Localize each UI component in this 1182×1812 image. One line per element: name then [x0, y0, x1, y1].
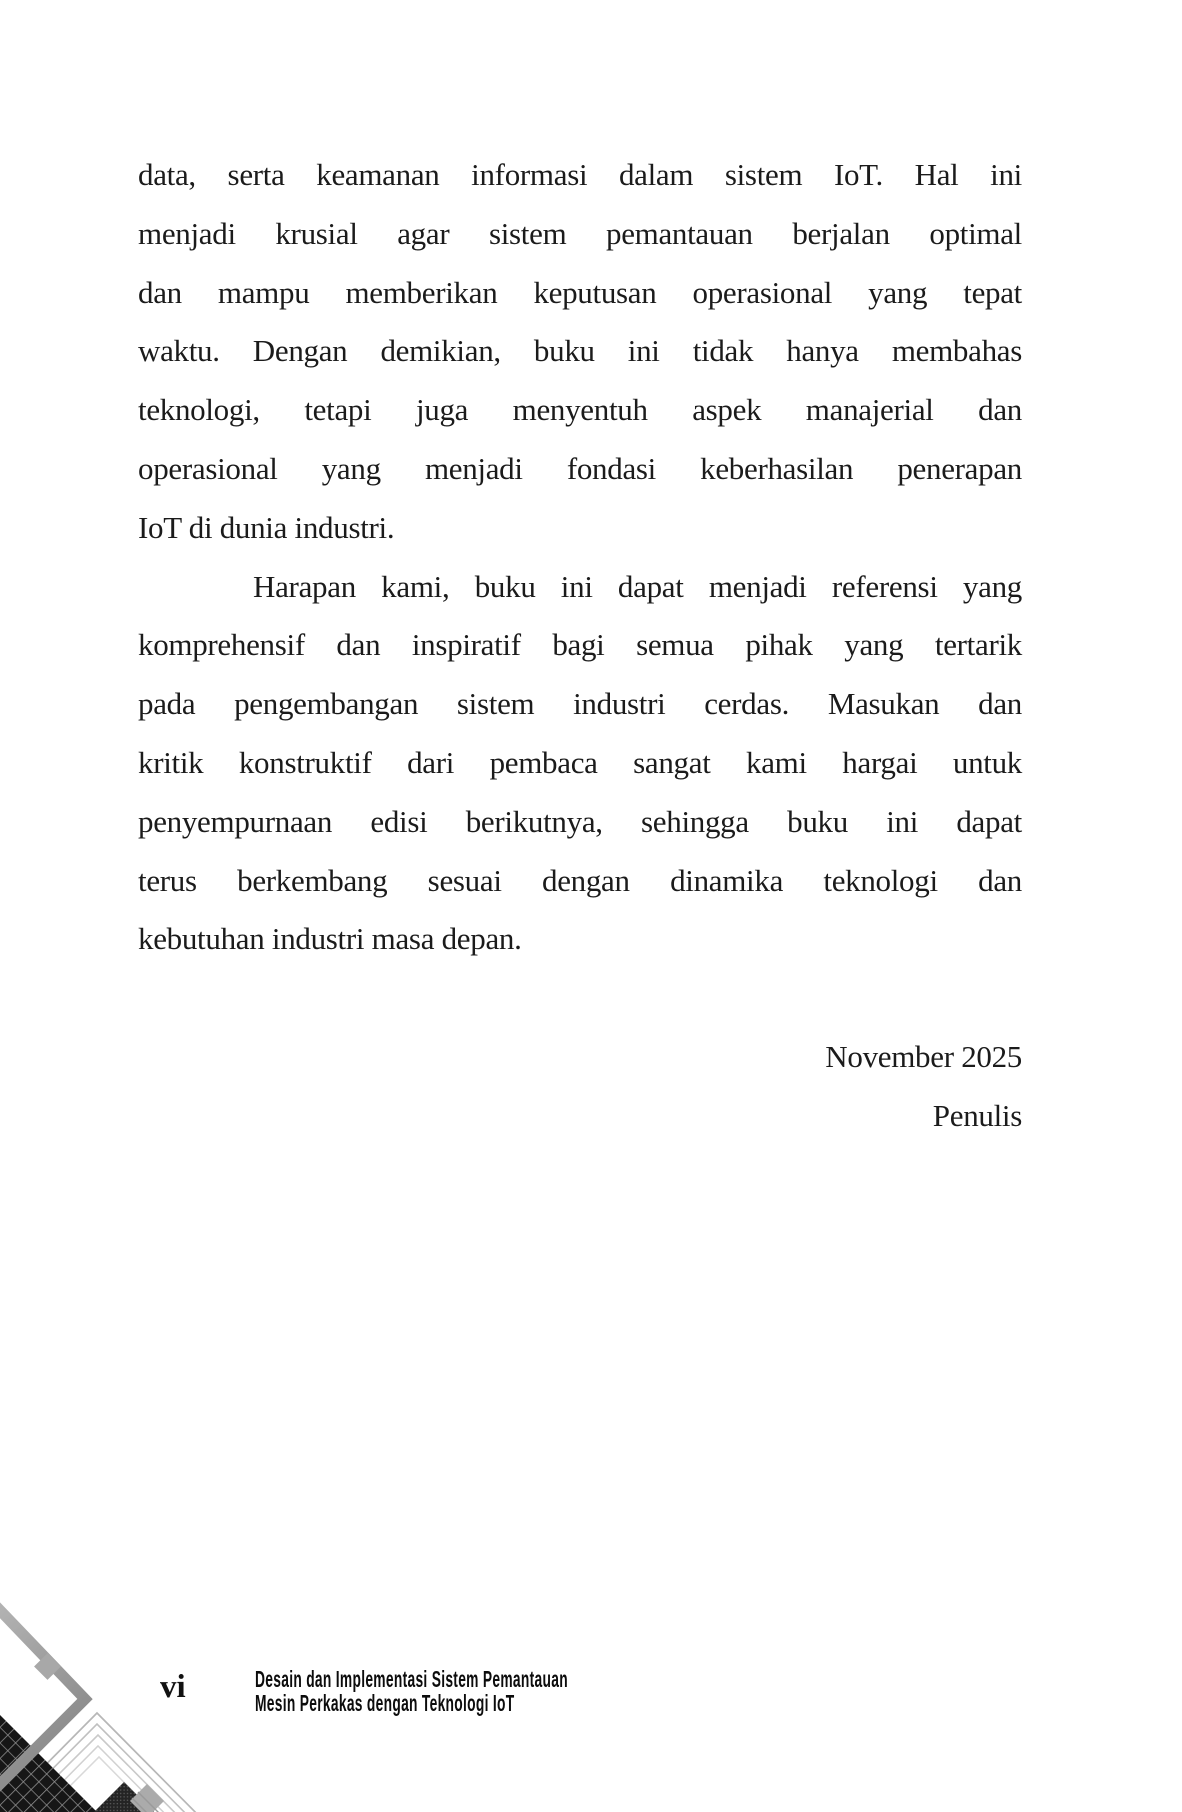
body-line: data, serta keamanan informasi dalam sistem IoT. Hal ini [138, 157, 1022, 192]
body-line: dan mampu memberikan keputusan operasional yang tepat [138, 274, 1022, 310]
body-line: waktu. Dengan demikian, buku ini tidak hanya membahas [138, 333, 1022, 369]
footer-book-title-line1: Desain dan Implementasi Sistem Pemantauan [255, 1666, 568, 1692]
page-number: vi [160, 1669, 186, 1705]
signoff-author: Penulis [932, 1097, 1022, 1133]
body-line: teknologi, tetapi juga menyentuh aspek manajerial dan [138, 392, 1022, 428]
body-line: pada pengembangan sistem industri cerdas. Masukan dan [138, 686, 1022, 722]
body-line: kritik konstruktif dari pembaca sangat kami hargai untuk [138, 744, 1022, 780]
footer-book-title [255, 1667, 568, 1715]
body-line: komprehensif dan inspiratif bagi semua pihak yang tertarik [138, 627, 1022, 663]
body-line: penyempurnaan edisi berikutnya, sehingga buku ini dapat [138, 803, 1022, 839]
preface-body-text [138, 146, 1022, 1146]
body-line: IoT di dunia industri. [138, 509, 395, 545]
body-line: terus berkembang sesuai dengan dinamika teknologi dan [138, 862, 1022, 898]
footer-book-title-line2: Mesin Perkakas dengan Teknologi IoT [255, 1690, 515, 1716]
body-line: menjadi krusial agar sistem pemantauan berjalan optimal [138, 215, 1022, 251]
corner-ornament-graphic [0, 1596, 240, 1812]
body-line: Harapan kami, buku ini dapat menjadi referensi yang [253, 568, 1022, 604]
blank-line [138, 969, 1022, 1028]
body-line: kebutuhan industri masa depan. [138, 921, 522, 957]
signoff-date: November 2025 [825, 1038, 1022, 1074]
body-line: operasional yang menjadi fondasi keberhasilan penerapan [138, 450, 1022, 486]
